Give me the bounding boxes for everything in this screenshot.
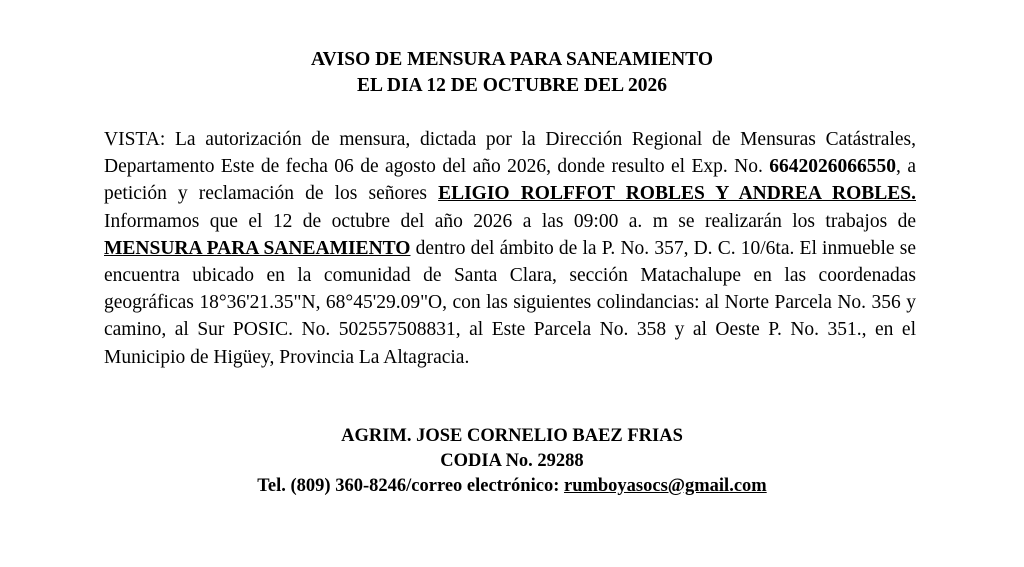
codia-number: CODIA No. 29288	[440, 451, 584, 471]
email-link[interactable]: rumboyasocs@gmail.com	[563, 476, 767, 496]
signatory-name: AGRIM. JOSE CORNELIO BAEZ FRIAS	[341, 426, 683, 446]
body-text-petition: , a petición y reclamación de los señores	[104, 156, 916, 205]
notice-date: EL DIA 12 DE OCTUBRE DEL 2026	[357, 75, 667, 96]
notice-title: AVISO DE MENSURA PARA SANEAMIENTO	[311, 49, 713, 70]
body-text-intro: VISTA: La autorización de mensura, dictada por la Dirección Regional de Mensuras Catástrales, Departamento Este de fecha 06 de agosto del año 2026, donde resulto el Exp. No.	[104, 129, 916, 178]
phone-text: Tel. (809) 360-8246/correo electrónico:	[257, 476, 564, 496]
expedient-number: 6642026066550	[769, 156, 897, 178]
body-text-schedule: Informamos que el 12 de octubre del año 2026 a las 09:00 a. m se realizarán los trabajos de	[104, 210, 916, 232]
notice-body	[104, 126, 916, 371]
contact-line	[0, 474, 1024, 498]
owners-names: ELIGIO ROLFFOT ROBLES Y ANDREA ROBLES.	[438, 183, 916, 205]
body-text-location: dentro del ámbito de la P. No. 357, D. C. 10/6ta. El inmueble se encuentra ubicado en la comunidad de Santa Clara, sección Matachalupe en las coordenadas geográficas 18°36'21.35"N, 68°45'29.09"O, con las siguientes colindancias: al Norte Parcela No. 356 y camino, al Sur POSIC. No. 502557508831, al Este Parcela No. 358 y al Oeste P. No. 351., en el Municipio de Higüey, Provincia La Altagracia.	[104, 237, 916, 368]
work-type: MENSURA PARA SANEAMIENTO	[104, 237, 411, 259]
